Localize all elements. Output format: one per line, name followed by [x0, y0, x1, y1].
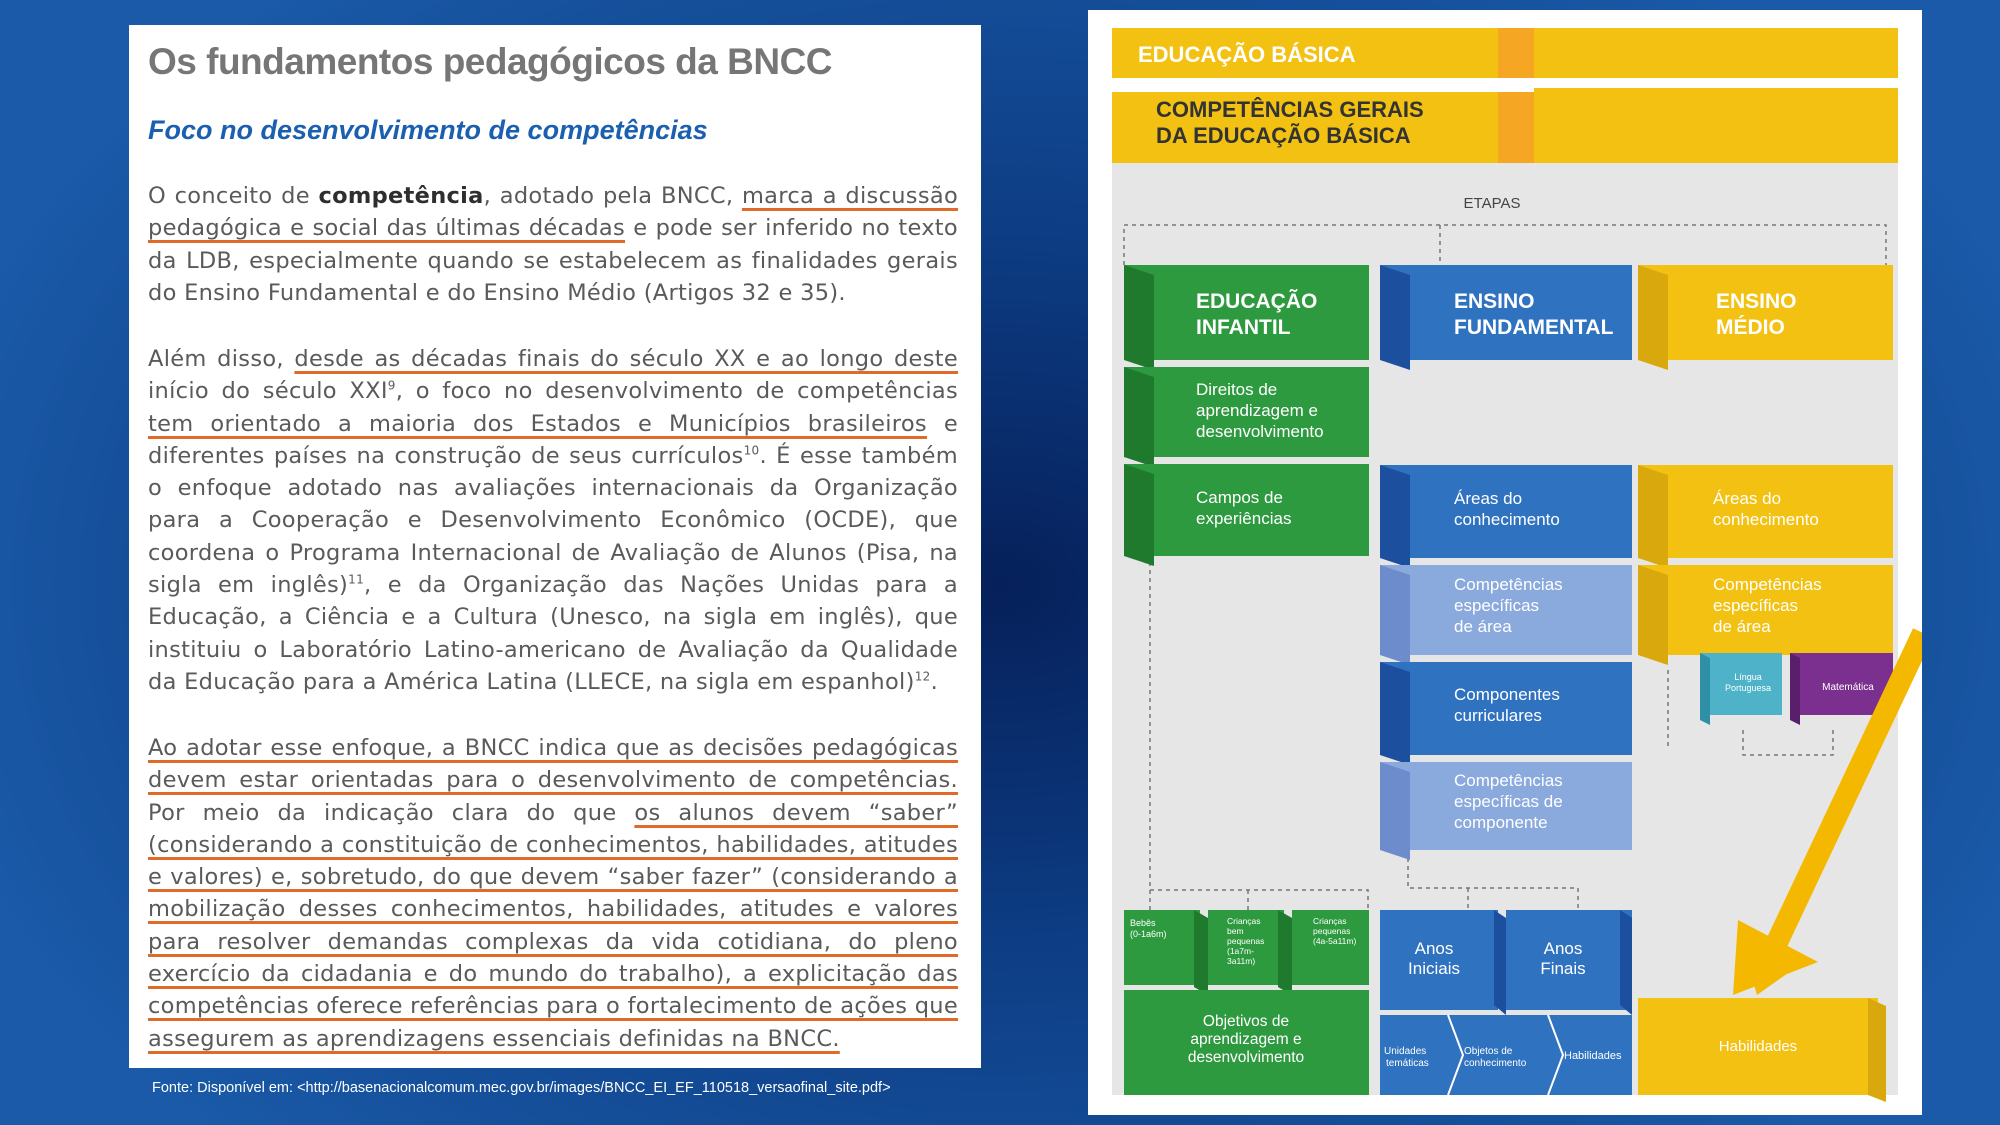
- svg-text:aprendizagem e: aprendizagem e: [1190, 1031, 1302, 1048]
- svg-text:Crianças: Crianças: [1313, 916, 1347, 926]
- svg-text:ENSINO: ENSINO: [1454, 290, 1535, 313]
- source-caption: Fonte: Disponível em: <http://basenacionalcomum.mec.gov.br/images/BNCC_EI_EF_110518_versaofinal_site.pdf>: [152, 1080, 891, 1096]
- infographic-panel: [1088, 10, 1922, 1115]
- svg-text:pequenas: pequenas: [1227, 936, 1265, 946]
- highlight-underline: tem orientado a maioria dos Estados e Municípios brasileiros: [148, 410, 927, 437]
- paragraph-1: O conceito de competência, adotado pela BNCC, marca a discussão pedagógica e social das últimas décadas e pode ser inferido no texto da LDB, especialmente quando se estabelecem as finalidades gerais do Ensino Fundamental e do Ensino Médio (Artigos 32 e 35).: [148, 183, 959, 306]
- svg-text:Campos de: Campos de: [1196, 488, 1283, 507]
- paragraph-2: Além disso, desde as décadas finais do século XX e ao longo deste início do século XXI$^9$, o foco no desenvolvimento de competências tem orientado a maioria dos Estados e Municípios brasileiros e diferentes países na construção de seus currículos$^{10}$. É esse também o enfoque adotado nas avaliações internacionais da Organização para a Cooperação e Desenvolvimento Econômico (OCDE), que coordena o Programa Internacional de Avaliação de Alunos (Pisa, na sigla em inglês)$^{11}$, e da Organização das Nações Unidas para a Educação, a Ciência e a Cultura (Unesco, na sigla em inglês), que instituiu o Laboratório Latino-americano de Avaliação da Qualidade da Educação para a América Latina (LLECE, na sigla em espanhol)$^{12}$.: [148, 346, 958, 695]
- paragraph-3: Ao adotar esse enfoque, a BNCC indica que as decisões pedagógicas devem estar orientadas para o desenvolvimento de competências. Por meio da indicação clara do que os alunos devem “saber” (considerando a constituição de conhecimentos, habilidades, atitudes e valores) e, sobretudo, do que devem “saber fazer” (considerando a mobilização desses conhecimentos, habilidades, atitudes e valores para resolver demandas complexas da vida cotidiana, do pleno exercício da cidadania e do mundo do trabalho), a explicitação das competências oferece referências para o fortalecimento de ações que assegurem as aprendizagens essenciais definidas na BNCC.: [148, 735, 958, 1052]
- document-title: Os fundamentos pedagógicos da BNCC: [148, 41, 833, 82]
- svg-text:Unidades: Unidades: [1384, 1046, 1427, 1057]
- svg-text:Matemática: Matemática: [1822, 682, 1874, 693]
- svg-text:Habilidades: Habilidades: [1718, 1038, 1798, 1055]
- svg-text:MÉDIO: MÉDIO: [1716, 316, 1785, 339]
- svg-text:temáticas: temáticas: [1386, 1058, 1429, 1069]
- svg-text:Objetivos de: Objetivos de: [1202, 1013, 1290, 1030]
- svg-text:de área: de área: [1713, 617, 1771, 636]
- svg-text:específicas de: específicas de: [1454, 792, 1563, 811]
- svg-text:Finais: Finais: [1540, 959, 1586, 978]
- highlight-underline: Ao adotar esse enfoque, a BNCC indica que as decisões pedagógicas devem estar orientadas para o desenvolvimento de competências.: [148, 735, 958, 794]
- svg-text:Habilidades: Habilidades: [1564, 1050, 1622, 1062]
- svg-text:Bebês: Bebês: [1130, 918, 1156, 928]
- svg-text:específicas: específicas: [1454, 596, 1540, 615]
- document-subtitle: Foco no desenvolvimento de competências: [148, 115, 708, 145]
- highlight-underline: desde as décadas finais do século XX e ao longo deste: [294, 346, 958, 372]
- svg-text:pequenas: pequenas: [1313, 926, 1351, 936]
- svg-text:ENSINO: ENSINO: [1716, 290, 1797, 313]
- svg-text:Competências: Competências: [1713, 575, 1822, 594]
- svg-text:Objetos de: Objetos de: [1464, 1046, 1513, 1057]
- svg-text:conhecimento: conhecimento: [1713, 510, 1819, 529]
- svg-text:Crianças: Crianças: [1227, 916, 1261, 926]
- svg-text:específicas: específicas: [1713, 596, 1799, 615]
- svg-text:Áreas do: Áreas do: [1454, 489, 1523, 508]
- header-main-text-2: DA EDUCAÇÃO BÁSICA: [1156, 123, 1411, 148]
- svg-text:INFANTIL: INFANTIL: [1196, 316, 1291, 339]
- highlight-underline: os alunos devem “saber” (considerando a constituição de conhecimentos, habilidades, atitudes e valores) e, sobretudo, do que devem “saber fazer” (considerando a mobilização desses conhecimentos, habilidades, atitudes e valores para resolver demandas complexas da vida cotidiana, do pleno exercício da cidadania e do mundo do trabalho), a explicitação das competências oferece referências para o fortalecimento de ações que assegurem as aprendizagens essenciais definidas na BNCC.: [148, 799, 958, 1052]
- svg-text:3a11m): 3a11m): [1227, 956, 1256, 966]
- highlight-underline: marca a discussão pedagógica e social das últimas décadas: [148, 183, 959, 242]
- svg-text:desenvolvimento: desenvolvimento: [1187, 1049, 1305, 1066]
- svg-text:curriculares: curriculares: [1454, 706, 1542, 725]
- svg-text:desenvolvimento: desenvolvimento: [1196, 422, 1324, 441]
- svg-text:experiências: experiências: [1196, 509, 1292, 528]
- svg-text:de área: de área: [1454, 617, 1512, 636]
- svg-text:Língua: Língua: [1734, 672, 1762, 682]
- svg-text:Competências: Competências: [1454, 575, 1563, 594]
- etapas-label: ETAPAS: [1463, 195, 1521, 212]
- svg-text:conhecimento: conhecimento: [1454, 510, 1560, 529]
- svg-text:Componentes: Componentes: [1454, 685, 1560, 704]
- svg-text:Anos: Anos: [1543, 939, 1583, 958]
- svg-text:Competências: Competências: [1454, 771, 1563, 790]
- svg-text:Áreas do: Áreas do: [1713, 489, 1782, 508]
- svg-text:aprendizagem e: aprendizagem e: [1196, 401, 1318, 420]
- svg-text:Iniciais: Iniciais: [1408, 959, 1460, 978]
- header-main-text-1: COMPETÊNCIAS GERAIS: [1156, 97, 1424, 122]
- header-top-text: EDUCAÇÃO BÁSICA: [1138, 42, 1356, 67]
- svg-text:Portuguesa: Portuguesa: [1724, 683, 1772, 693]
- svg-text:Anos: Anos: [1414, 939, 1454, 958]
- svg-text:FUNDAMENTAL: FUNDAMENTAL: [1454, 316, 1614, 339]
- svg-text:componente: componente: [1454, 813, 1548, 832]
- svg-text:Direitos de: Direitos de: [1196, 380, 1278, 399]
- svg-text:(1a7m-: (1a7m-: [1227, 946, 1254, 956]
- yellow-arrow-icon: [1088, 10, 1922, 1115]
- svg-text:(0-1a6m): (0-1a6m): [1130, 929, 1167, 939]
- svg-text:EDUCAÇÃO: EDUCAÇÃO: [1196, 290, 1318, 313]
- svg-text:bem: bem: [1227, 926, 1244, 936]
- svg-text:conhecimento: conhecimento: [1464, 1058, 1527, 1069]
- svg-text:(4a-5a11m): (4a-5a11m): [1313, 936, 1357, 946]
- document-panel: [129, 25, 981, 1068]
